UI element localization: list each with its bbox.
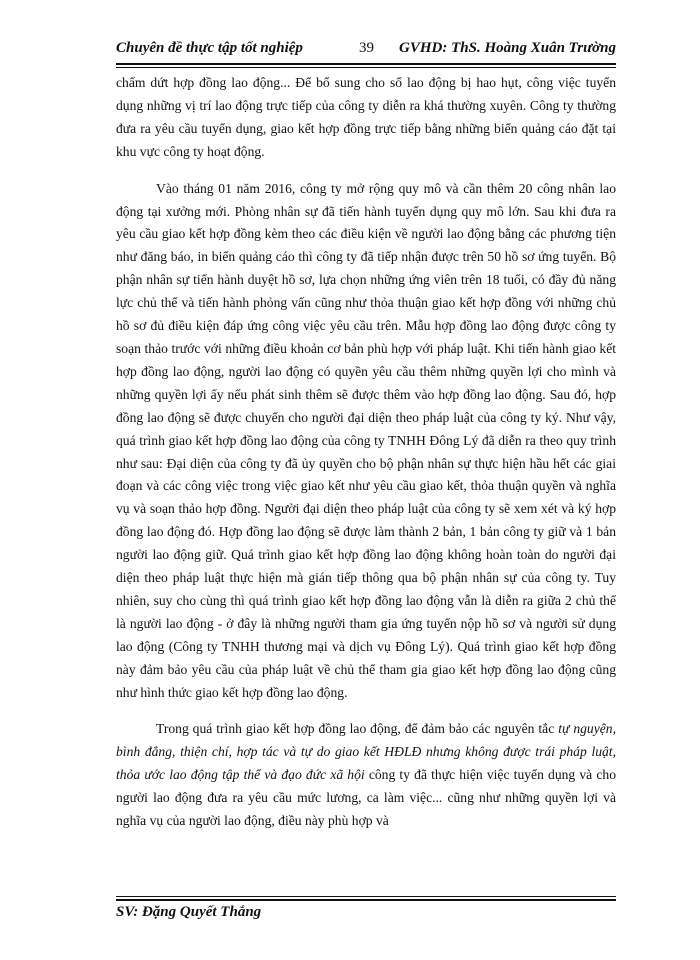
footer-divider bbox=[116, 896, 616, 901]
page-header bbox=[116, 40, 616, 64]
header-supervisor: GVHD: ThS. Hoàng Xuân Trường bbox=[399, 40, 616, 56]
body-text bbox=[116, 72, 616, 847]
paragraph-1: chấm dứt hợp đồng lao động... Để bổ sung cho số lao động bị hao hụt, công việc tuyển dụng những vị trí lao động trực tiếp của công ty diễn ra khá thường xuyên. Công ty thường đưa ra yêu cầu tuyển dụng, giao kết hợp đồng trực tiếp bằng những biển quảng cáo đặt tại khu vực công ty hoạt động. bbox=[116, 75, 616, 159]
paragraph-3 bbox=[116, 718, 616, 833]
paragraph-3-tail: công ty đã thực hiện việc tuyển dụng và cho người lao động đưa ra yêu cầu mức lương, ca làm việc... cũng như những quyền lợi và nghĩa vụ của người lao động, điều này phù hợp và bbox=[116, 767, 616, 829]
paragraph-2: Vào tháng 01 năm 2016, công ty mở rộng quy mô và cần thêm 20 công nhân lao động tại xưởng mới. Phòng nhân sự đã tiến hành tuyển dụng quy mô lớn. Sau khi đưa ra yêu cầu giao kết hợp đồng kèm theo các điều kiện về người lao động bằng các phương tiện như đăng báo, in biển quảng cáo thì công ty đã tiếp nhận được trên 50 hồ sơ ứng tuyển. Bộ phận nhân sự tiến hành duyệt hồ sơ, lựa chọn những ứng viên trên 18 tuổi, có đầy đủ năng lực chủ thể và tiến hành phỏng vấn cũng như thỏa thuận giao kết hợp đồng với những chủ hồ sơ đủ điều kiện đáp ứng công việc yêu cầu trên. Mẫu hợp đồng lao động được công ty soạn thảo trước với những điều khoản cơ bản phù hợp với pháp luật. Khi tiến hành giao kết hợp đồng lao động, người lao động có quyền yêu cầu thêm những quyền lợi cho mình và những quyền lợi ấy nếu phát sinh thêm sẽ được thêm vào hợp đồng lao động. Sau đó, hợp đồng lao động sẽ được chuyển cho người đại diện theo pháp luật của công ty ký. Như vậy, quá trình giao kết hợp đồng lao động của công ty TNHH Đông Lý đã diễn ra theo quy trình như sau: Đại diện của công ty đã ủy quyền cho bộ phận nhân sự thực hiện hầu hết các giai đoạn và các công việc trong việc giao kết như yêu cầu giao kết, thỏa thuận quyền và nghĩa vụ và soạn thảo hợp đồng. Người đại diện theo pháp luật của công ty sẽ xem xét và ký hợp đồng lao động đó. Hợp đồng lao động sẽ được làm thành 2 bản, 1 bản công ty giữ và 1 bản người lao động giữ. Quá trình giao kết hợp đồng lao động không hoàn toàn do người đại diện theo pháp luật thực hiện mà gián tiếp thông qua bộ phận nhân sự của công ty. Tuy nhiên, suy cho cùng thì quá trình giao kết hợp đồng lao động vẫn là diễn ra giữa 2 chủ thể là người lao động - ở đây là những người tham gia ứng tuyển nộp hồ sơ và người sử dụng lao động (Công ty TNHH thương mại và dịch vụ Đông Lý). Quá trình giao kết hợp đồng này đảm bảo yêu cầu của pháp luật về chủ thể tham gia giao kết hợp đồng lao động cũng như hình thức giao kết hợp đồng lao động. bbox=[116, 180, 616, 700]
paragraph-3-lead: Trong quá trình giao kết hợp đồng lao động, để đảm bảo các nguyên tắc bbox=[156, 721, 559, 737]
header-divider bbox=[116, 63, 616, 68]
paragraph-3-principles: tự nguyện, bình đẳng, thiện chí, hợp tác và tự do giao kết HĐLĐ nhưng không được trái pháp luật, thỏa ước lao động tập thể và đạo đức xã hội bbox=[116, 721, 616, 783]
header-report-title: Chuyên đề thực tập tốt nghiệp bbox=[116, 40, 303, 56]
page-number: 39 bbox=[359, 40, 374, 56]
footer-student: SV: Đặng Quyết Thắng bbox=[116, 904, 262, 920]
